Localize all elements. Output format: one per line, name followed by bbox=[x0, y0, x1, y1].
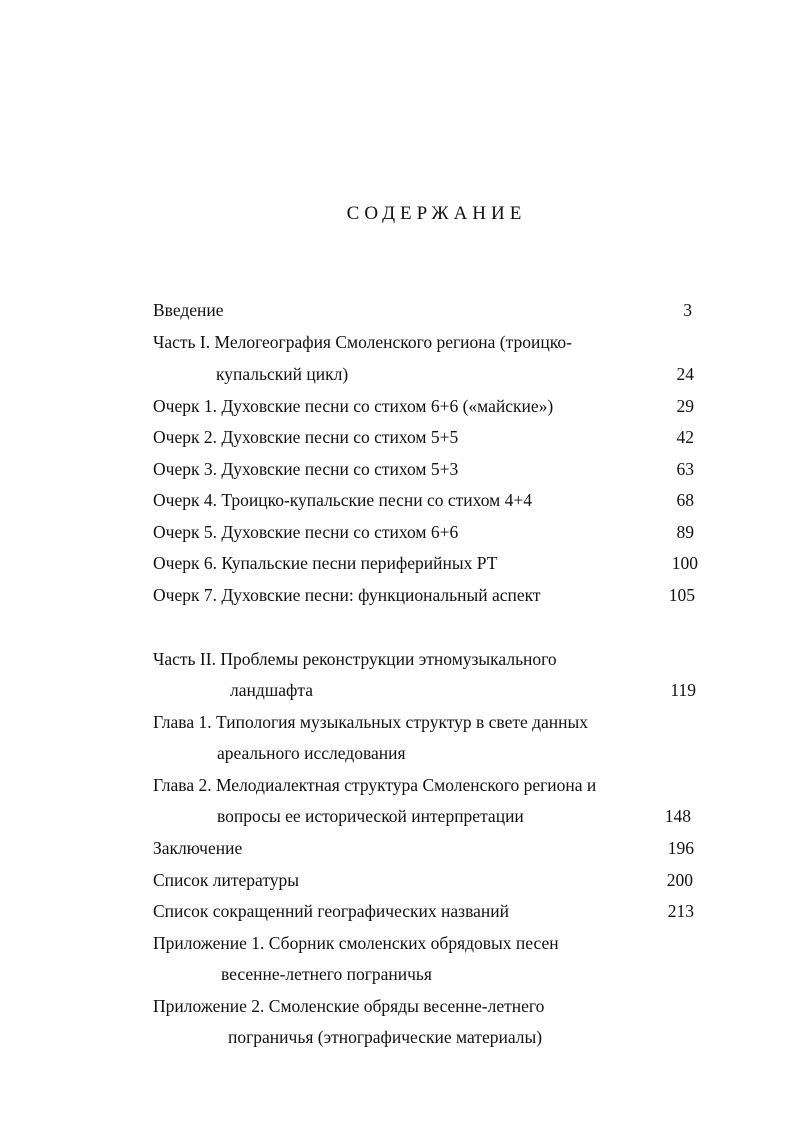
toc-entry-label: Заключение bbox=[153, 838, 243, 858]
toc-entry-page: 119 bbox=[670, 680, 696, 700]
toc-entry-label: Очерк 3. Духовские песни со стихом 5+3 bbox=[153, 459, 459, 479]
toc-entry-label-cont: весенне-летнего пограничья bbox=[221, 964, 432, 984]
toc-entry-label-cont: пограничья (этнографические материалы) bbox=[228, 1027, 543, 1047]
toc-entry-page: 24 bbox=[676, 364, 694, 384]
toc-entry-page: 105 bbox=[668, 585, 695, 605]
toc-entry-label-cont: ландшафта bbox=[230, 680, 313, 700]
toc-entry-page: 100 bbox=[671, 553, 698, 573]
toc-entry-label: Очерк 4. Троицко-купальские песни со стихом 4+4 bbox=[153, 490, 532, 510]
toc-entry-label: Приложение 2. Смоленские обряды весенне-летнего bbox=[153, 996, 545, 1016]
toc-entry-page: 200 bbox=[666, 870, 693, 890]
toc-entry-page: 42 bbox=[676, 427, 694, 447]
toc-entry-page: 148 bbox=[664, 806, 691, 826]
toc-entry-label: Список литературы bbox=[153, 870, 300, 890]
toc-entry-label-cont: вопросы ее исторической интерпретации bbox=[217, 806, 524, 826]
toc-entry-page: 196 bbox=[667, 838, 694, 858]
toc-entry-label: Глава 1. Типология музыкальных структур в свете данных bbox=[153, 712, 589, 732]
toc-entry-page: 3 bbox=[683, 300, 692, 320]
toc-entry-label: Очерк 6. Купальские песни периферийных РТ bbox=[153, 553, 498, 573]
toc-entry-label-cont: ареального исследования bbox=[217, 743, 406, 763]
toc-entry-page: 68 bbox=[676, 490, 694, 510]
toc-entry-page: 29 bbox=[676, 396, 694, 416]
toc-entry-page: 213 bbox=[667, 901, 694, 921]
toc-entry-label: Часть II. Проблемы реконструкции этномузыкального bbox=[153, 649, 557, 669]
toc-entry-page: 89 bbox=[676, 522, 694, 542]
toc-entry-label: Очерк 7. Духовские песни: функциональный аспект bbox=[153, 585, 541, 605]
toc-entry-label: Очерк 5. Духовские песни со стихом 6+6 bbox=[153, 522, 459, 542]
toc-entry-label: Приложение 1. Сборник смоленских обрядовых песен bbox=[153, 933, 559, 953]
toc-entry-label: Очерк 2. Духовские песни со стихом 5+5 bbox=[153, 427, 459, 447]
toc-entry-label: Глава 2. Мелодиалектная структура Смоленского региона и bbox=[153, 775, 597, 795]
page-title: СОДЕРЖАНИЕ bbox=[346, 203, 527, 224]
toc-entry-label-cont: купальский цикл) bbox=[216, 364, 349, 384]
toc-entry-label: Список сокращенний географических названий bbox=[153, 901, 509, 921]
toc-entry-label: Введение bbox=[153, 300, 224, 320]
toc-entry-label: Очерк 1. Духовские песни со стихом 6+6 («майские») bbox=[153, 396, 554, 416]
toc-entry-page: 63 bbox=[676, 459, 694, 479]
toc-entry-label: Часть I. Мелогеография Смоленского региона (троицко- bbox=[153, 332, 572, 352]
